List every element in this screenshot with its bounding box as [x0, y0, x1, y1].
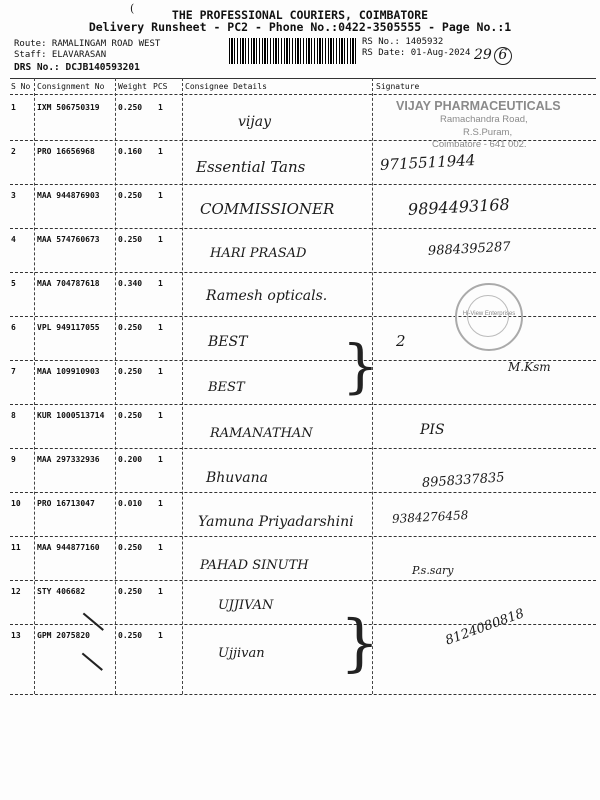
barcode: [229, 38, 356, 64]
row-consignment: GPM 2075820: [37, 631, 90, 640]
ditto-slash: |: [78, 608, 107, 634]
row-weight: 0.250: [118, 323, 143, 332]
col-divider: [34, 78, 35, 694]
col-header-weight: Weight: [118, 82, 147, 91]
stamp-address1: Ramachandra Road,: [440, 114, 528, 125]
row-consignment: MAA 944877160: [37, 543, 100, 552]
col-header-consignee: Consignee Details: [185, 82, 267, 91]
col-header-pcs: PCS: [153, 82, 168, 91]
row-pcs: 1: [158, 323, 163, 332]
stamp-address2: R.S.Puram,: [463, 127, 513, 138]
row-signature: 9884395287: [427, 239, 511, 259]
row-signature: 2: [396, 332, 406, 350]
row-consignee: Ujjivan: [218, 646, 265, 661]
row-sno: 11: [11, 543, 21, 552]
route-label: Route: RAMALINGAM ROAD WEST: [14, 39, 161, 49]
row-signature: 9384276458: [391, 508, 469, 526]
row-consignment: MAA 704787618: [37, 279, 100, 288]
header-rule: [10, 94, 596, 95]
row-weight: 0.010: [118, 499, 143, 508]
rs-date: RS Date: 01-Aug-2024: [362, 48, 471, 58]
stamp-city: Coimbatore - 641 002.: [432, 139, 527, 150]
row-consignee: BEST: [208, 380, 245, 395]
table-top-rule: [10, 78, 596, 79]
row-consignee: UJJIVAN: [218, 598, 274, 613]
ditto-slash: |: [77, 648, 106, 674]
row-weight: 0.200: [118, 455, 143, 464]
row-consignee: COMMISSIONER: [200, 200, 335, 218]
row-weight: 0.250: [118, 367, 143, 376]
round-stamp: [455, 283, 523, 351]
row-rule: [10, 184, 596, 185]
row-sno: 10: [11, 499, 21, 508]
row-weight: 0.250: [118, 191, 143, 200]
group-bracket: }: [342, 332, 379, 400]
drs-label: DRS No.: DCJB140593201: [14, 62, 140, 73]
row-sno: 9: [11, 455, 16, 464]
row-consignment: MAA 944876903: [37, 191, 100, 200]
row-signature: M.Ksm: [508, 360, 551, 374]
row-consignment: MAA 109910903: [37, 367, 100, 376]
col-header-sno: S No: [11, 82, 31, 91]
row-consignee: Yamuna Priyadarshini: [198, 514, 354, 530]
row-sno: 5: [11, 279, 16, 288]
row-consignment: PRO 16713047: [37, 499, 95, 508]
row-signature: 9715511944: [379, 151, 476, 174]
row-consignee: RAMANATHAN: [210, 426, 313, 441]
row-consignment: MAA 297332936: [37, 455, 100, 464]
row-sno: 13: [11, 631, 21, 640]
row-sno: 1: [11, 103, 16, 112]
row-rule: [10, 448, 596, 449]
row-consignment: STY 406682: [37, 587, 86, 596]
col-divider: [182, 78, 183, 694]
row-signature: 9894493168: [407, 194, 511, 219]
row-pcs: 1: [158, 587, 163, 596]
col-header-consignment: Consignment No: [37, 82, 105, 91]
row-weight: 0.250: [118, 543, 143, 552]
row-weight: 0.250: [118, 103, 143, 112]
row-consignment: IXM 506750319: [37, 103, 100, 112]
row-rule: [10, 694, 596, 695]
stamp-name: VIJAY PHARMACEUTICALS: [396, 99, 561, 113]
row-consignment: PRO 16656968: [37, 147, 95, 156]
row-pcs: 1: [158, 411, 163, 420]
row-signature: PIS: [420, 422, 445, 438]
row-pcs: 1: [158, 499, 163, 508]
row-weight: 0.340: [118, 279, 143, 288]
col-header-signature: Signature: [376, 82, 420, 91]
row-consignment: VPL 949117055: [37, 323, 100, 332]
row-rule: [10, 228, 596, 229]
row-pcs: 1: [158, 367, 163, 376]
row-sno: 3: [11, 191, 16, 200]
row-weight: 0.250: [118, 631, 143, 640]
row-weight: 0.160: [118, 147, 143, 156]
runsheet-title: Delivery Runsheet - PC2 - Phone No.:0422-3505555 - Page No.:1: [88, 20, 512, 34]
round-stamp-text: Hi-View Enterprises: [462, 311, 516, 317]
row-sno: 8: [11, 411, 16, 420]
handwritten-page-note: [474, 47, 512, 65]
row-weight: 0.250: [118, 235, 143, 244]
row-sno: 2: [11, 147, 16, 156]
row-consignment: KUR 1000513714: [37, 411, 105, 420]
row-consignee: Bhuvana: [206, 470, 268, 486]
row-consignment: MAA 574760673: [37, 235, 100, 244]
row-rule: [10, 580, 596, 581]
row-pcs: 1: [158, 191, 163, 200]
row-pcs: 1: [158, 147, 163, 156]
row-sno: 12: [11, 587, 21, 596]
row-consignee: HARI PRASAD: [210, 246, 307, 261]
row-consignee: Essential Tans: [196, 158, 306, 176]
row-signature: P.s.sary: [412, 564, 454, 577]
row-pcs: 1: [158, 455, 163, 464]
row-rule: [10, 272, 596, 273]
handwritten-circle: 6: [494, 47, 512, 65]
row-pcs: 1: [158, 279, 163, 288]
company-title: THE PROFESSIONAL COURIERS, COIMBATORE: [171, 8, 429, 22]
handwritten-note: 29: [474, 47, 492, 63]
row-pcs: 1: [158, 235, 163, 244]
row-weight: 0.250: [118, 587, 143, 596]
row-rule: [10, 536, 596, 537]
staff-label: Staff: ELAVARASAN: [14, 50, 107, 60]
col-divider: [115, 78, 116, 694]
row-pcs: 1: [158, 631, 163, 640]
row-signature: 8124080818: [443, 606, 527, 649]
top-mark: (: [130, 2, 135, 15]
row-weight: 0.250: [118, 411, 143, 420]
row-sno: 6: [11, 323, 16, 332]
row-signature: 8958337835: [421, 470, 506, 491]
row-consignee: Ramesh opticals.: [206, 288, 328, 304]
row-sno: 7: [11, 367, 16, 376]
group-bracket: }: [340, 606, 380, 679]
row-consignee: vijay: [238, 114, 271, 130]
row-consignee: PAHAD SINUTH: [200, 558, 309, 573]
row-rule: [10, 492, 596, 493]
row-rule: [10, 404, 596, 405]
row-sno: 4: [11, 235, 16, 244]
row-consignee: BEST: [208, 334, 248, 350]
rs-no: RS No.: 1405932: [362, 37, 444, 47]
row-pcs: 1: [158, 103, 163, 112]
row-pcs: 1: [158, 543, 163, 552]
